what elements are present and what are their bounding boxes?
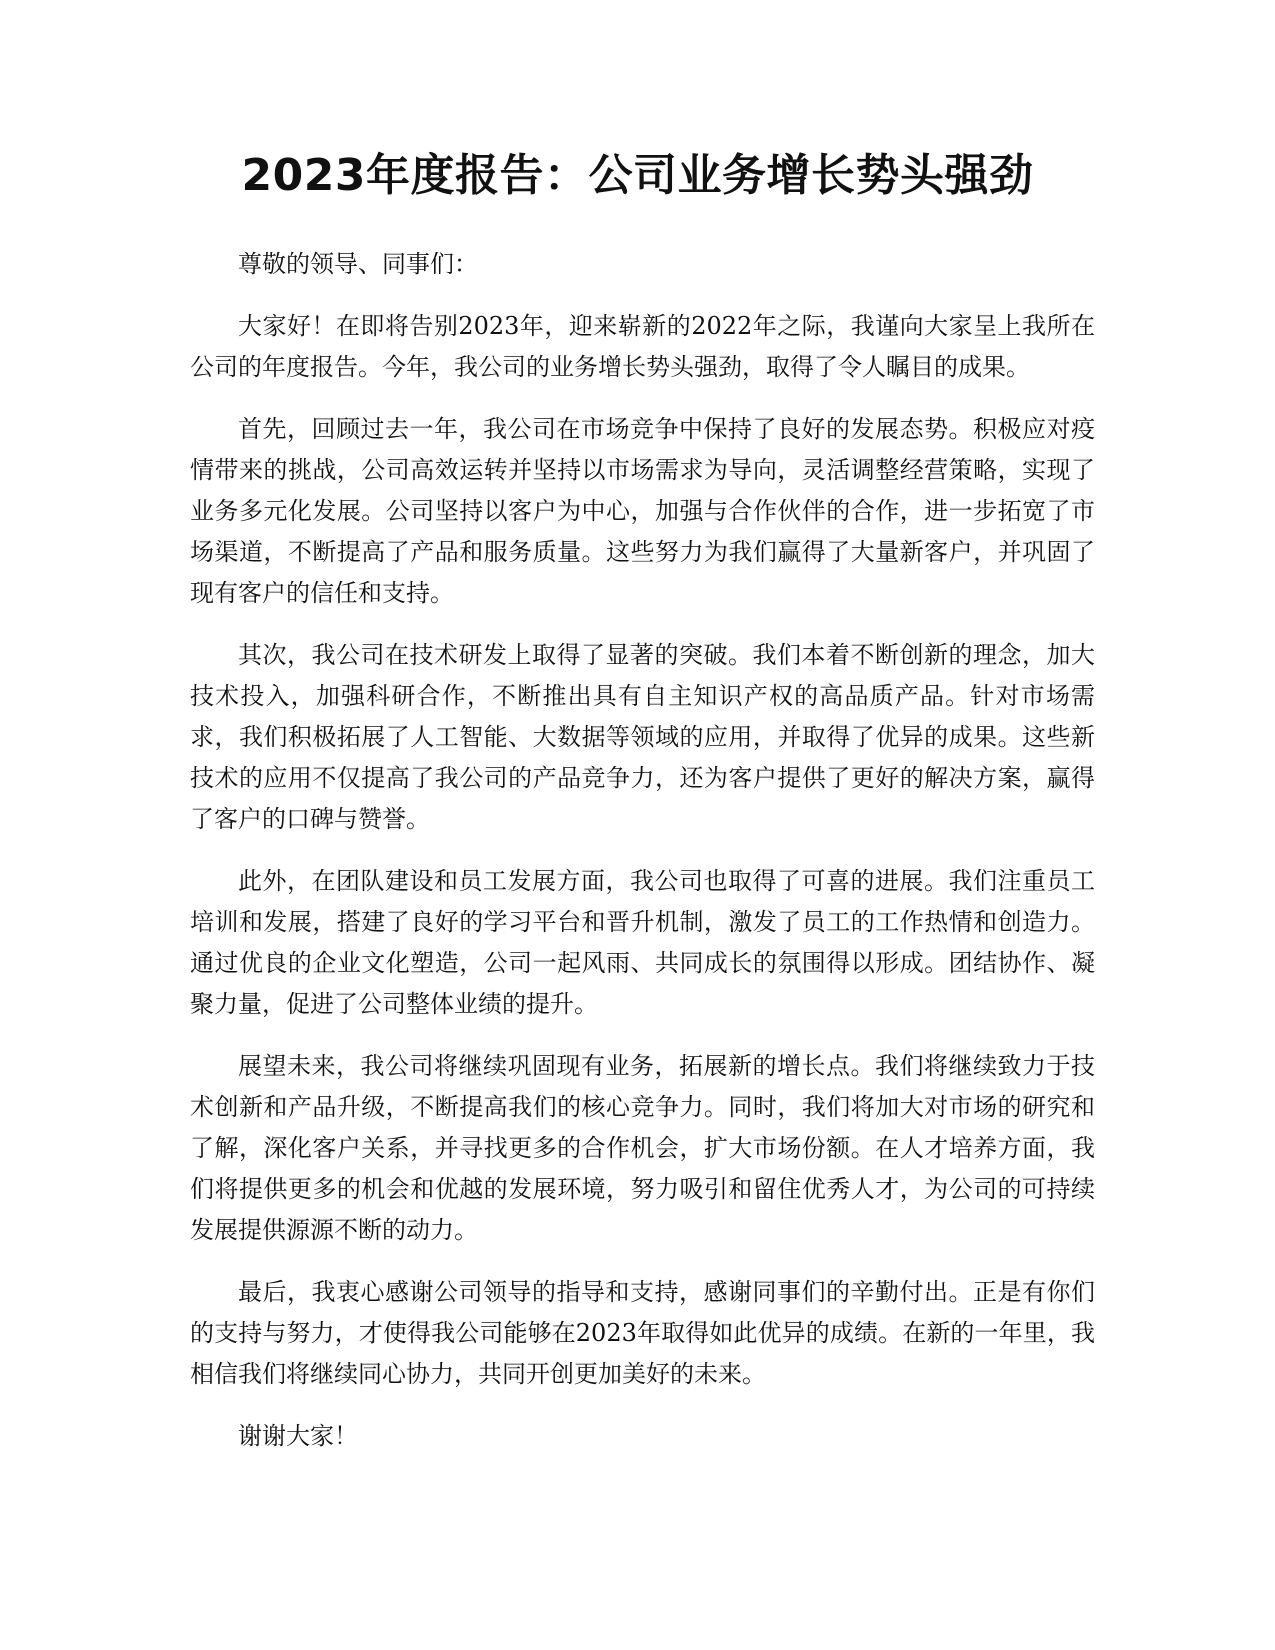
document-title: 2023年度报告：公司业务增长势头强劲 <box>241 150 1034 201</box>
document-body <box>190 244 1095 1478</box>
greeting-paragraph: 尊敬的领导、同事们： <box>238 250 478 278</box>
intro-paragraph: 大家好！在即将告别2023年，迎来崭新的2022年之际，我谨向大家呈上我所在公司的年度报告。今年，我公司的业务增长势头强劲，取得了令人瞩目的成果。 <box>190 312 1095 381</box>
team-paragraph: 此外，在团队建设和员工发展方面，我公司也取得了可喜的进展。我们注重员工培训和发展，搭建了良好的学习平台和晋升机制，激发了员工的工作热情和创造力。通过优良的企业文化塑造，公司一起风雨、共同成长的氛围得以形成。团结协作、凝聚力量，促进了公司整体业绩的提升。 <box>190 867 1095 1018</box>
outlook-paragraph: 展望未来，我公司将继续巩固现有业务，拓展新的增长点。我们将继续致力于技术创新和产品升级，不断提高我们的核心竞争力。同时，我们将加大对市场的研究和了解，深化客户关系，并寻找更多的合作机会，扩大市场份额。在人才培养方面，我们将提供更多的机会和优越的发展环境，努力吸引和留住优秀人才，为公司的可持续发展提供源源不断的动力。 <box>190 1052 1095 1244</box>
technology-paragraph: 其次，我公司在技术研发上取得了显著的突破。我们本着不断创新的理念，加大技术投入，加强科研合作，不断推出具有自主知识产权的高品质产品。针对市场需求，我们积极拓展了人工智能、大数据等领域的应用，并取得了优异的成果。这些新技术的应用不仅提高了我公司的产品竞争力，还为客户提供了更好的解决方案，赢得了客户的口碑与赞誉。 <box>190 641 1095 833</box>
market-paragraph: 首先，回顾过去一年，我公司在市场竞争中保持了良好的发展态势。积极应对疫情带来的挑战，公司高效运转并坚持以市场需求为导向，灵活调整经营策略，实现了业务多元化发展。公司坚持以客户为中心，加强与合作伙伴的合作，进一步拓宽了市场渠道，不断提高了产品和服务质量。这些努力为我们赢得了大量新客户，并巩固了现有客户的信任和支持。 <box>190 415 1095 607</box>
closing-paragraph: 谢谢大家！ <box>238 1422 358 1450</box>
thanks-paragraph: 最后，我衷心感谢公司领导的指导和支持，感谢同事们的辛勤付出。正是有你们的支持与努力，才使得我公司能够在2023年取得如此优异的成绩。在新的一年里，我相信我们将继续同心协力，共同开创更加美好的未来。 <box>190 1278 1095 1388</box>
